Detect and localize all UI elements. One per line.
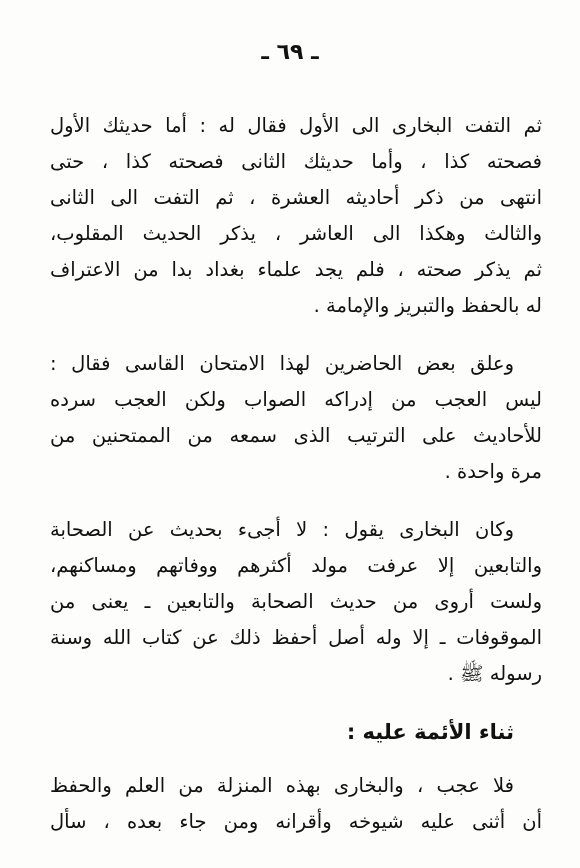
paragraph-1 (50, 108, 542, 324)
text-line: أن أثنى عليه شيوخه وأقرانه ومن جاء بعده ، سأل (50, 810, 542, 833)
section-heading: ثناء الأئمة عليه : (346, 720, 514, 744)
text-line: فصحته كذا ، وأما حديثك الثانى فصحته كذا ، حتى (50, 150, 542, 173)
page-content (50, 108, 542, 862)
text-line: الموقوفات ـ إلا وله أصل أحفظ ذلك عن كتاب الله وسنة (50, 626, 542, 649)
paragraph-3 (50, 512, 542, 692)
text-line: ثم التفت البخارى الى الأول فقال له : أما حديثك الأول (50, 114, 542, 137)
text-line: وعلق بعض الحاضرين لهذا الامتحان القاسى فقال : (50, 352, 514, 375)
text-line: ليس العجب من إدراكه الصواب ولكن العجب سرده (50, 388, 542, 411)
paragraph-4 (50, 768, 542, 840)
text-line: رسوله ﷺ . (447, 662, 542, 685)
text-line: للأحاديث على الترتيب الذى سمعه من الممتحنين من (50, 424, 542, 447)
page-number: ـ ٦٩ ـ (261, 40, 319, 65)
text-line: وكان البخارى يقول : لا أجىء بحديث عن الصحابة (50, 518, 514, 541)
text-line: له بالحفظ والتبريز والإمامة . (313, 294, 542, 317)
text-line: انتهى من ذكر أحاديثه العشرة ، ثم التفت الى الثانى (50, 186, 542, 209)
text-line: ولست أروى من حديث الصحابة والتابعين ـ يعنى من (50, 590, 542, 613)
paragraph-2 (50, 346, 542, 490)
text-line: والثالث وهكذا الى العاشر ، يذكر الحديث المقلوب، (50, 222, 542, 245)
text-line: والتابعين إلا عرفت مولد أكثرهم ووفاتهم ومساكنهم، (50, 554, 542, 577)
text-line: مرة واحدة . (444, 460, 542, 483)
text-line: فلا عجب ، والبخارى بهذه المنزلة من العلم والحفظ (50, 774, 514, 797)
text-line: ثم يذكر صحته ، فلم يجد علماء بغداد بدا من الاعتراف (50, 258, 542, 281)
